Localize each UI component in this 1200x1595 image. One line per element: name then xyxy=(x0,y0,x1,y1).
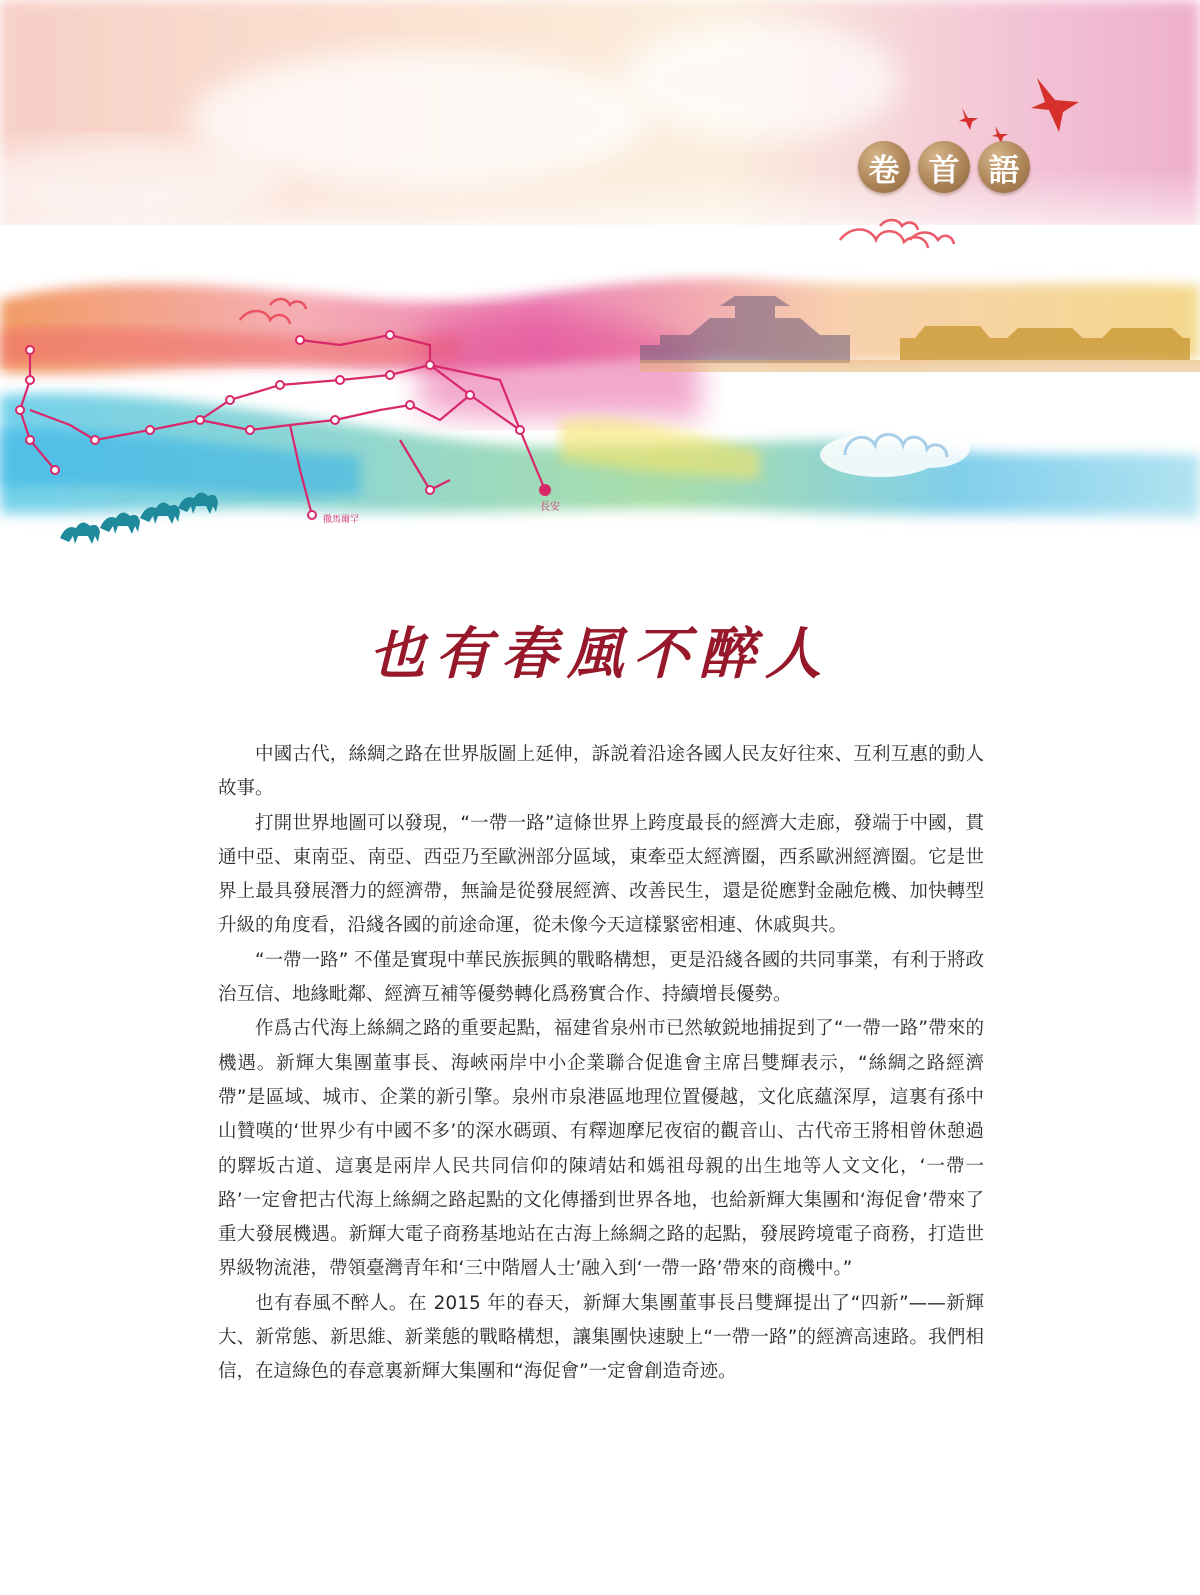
section-badge: 語 xyxy=(978,141,1030,193)
header-illustration xyxy=(0,0,1200,560)
section-badges xyxy=(858,141,1030,193)
paragraph: 打開世界地圖可以發現，“一帶一路”這條世界上跨度最長的經濟大走廊，發端于中國，貫通中亞、東南亞、南亞、西亞乃至歐洲部分區域，東牽亞太經濟圈，西系歐洲經濟圈。它是世界上最具發展潛力的經濟帶，無論是從發展經濟、改善民生，還是從應對金融危機、加快轉型升級的角度看，沿綫各國的前途命運，從未像今天這樣緊密相連、休戚與共。 xyxy=(218,812,984,937)
paragraph: 中國古代，絲綢之路在世界版圖上延伸，訴説着沿途各國人民友好往來、互利互惠的動人故事。 xyxy=(218,744,984,800)
section-badge: 卷 xyxy=(858,141,910,193)
changan-marker xyxy=(539,484,551,496)
map-label-samarkand: 撒馬爾罕 xyxy=(323,515,360,525)
paragraph: 也有春風不醉人。在 2015 年的春天，新輝大集團董事長吕雙輝提出了“四新”——新輝大、新常態、新思維、新業態的戰略構想，讓集團快速駛上“一帶一路”的經濟高速路。我們相信，在這綠色的春意裏新輝大集團和“海促會”一定會創造奇迹。 xyxy=(218,1292,984,1383)
paragraph: “一帶一路” 不僅是實現中華民族振興的戰略構想，更是沿綫各國的共同事業，有利于將政治互信、地緣毗鄰、經濟互補等優勢轉化爲務實合作、持續增長優勢。 xyxy=(218,949,984,1006)
silk-road-painting xyxy=(0,0,1200,560)
section-badge: 首 xyxy=(918,141,970,193)
page-title: 也有春風不醉人 xyxy=(369,621,831,687)
map-label-changan: 長安 xyxy=(540,502,560,513)
article-body xyxy=(218,738,984,1390)
paragraph: 作爲古代海上絲綢之路的重要起點，福建省泉州市已然敏鋭地捕捉到了“一帶一路”帶來的機遇。新輝大集團董事長、海峽兩岸中小企業聯合促進會主席吕雙輝表示，“絲綢之路經濟帶”是區域、城市、企業的新引擎。泉州市泉港區地理位置優越，文化底蘊深厚，這裏有孫中山贊嘆的‘世界少有中國不多’的深水碼頭、有釋迦摩尼夜宿的觀音山、古代帝王將相曾休憩過的驛坂古道、這裏是兩岸人民共同信仰的陳靖姑和媽祖母親的出生地等人文文化，‘一帶一路’一定會把古代海上絲綢之路起點的文化傳播到世界各地，也給新輝大集團和‘海促會’帶來了重大發展機遇。新輝大電子商務基地站在古海上絲綢之路的起點，發展跨境電子商務，打造世界級物流港，帶領臺灣青年和‘三中階層人士’融入到‘一帶一路’帶來的商機中。” xyxy=(218,1018,984,1280)
